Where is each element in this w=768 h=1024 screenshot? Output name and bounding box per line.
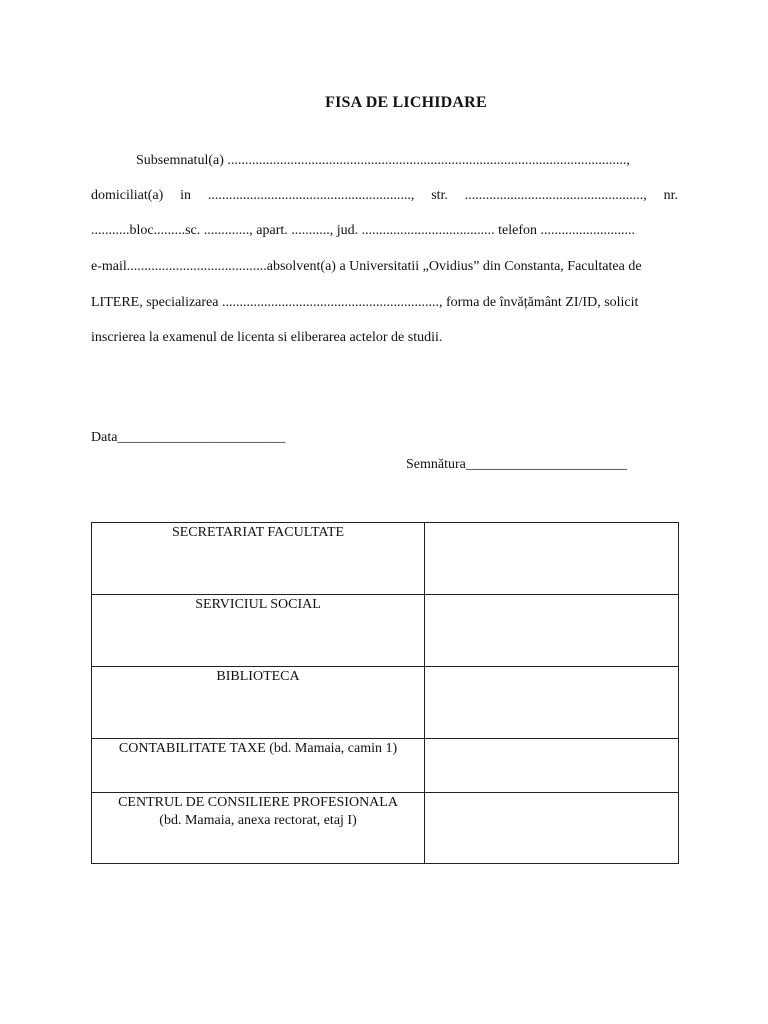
dept-cell — [92, 595, 425, 667]
body-line-address: ...........bloc.........sc. ............., apart. ..........., jud. ...................................... telefon ........................... — [91, 223, 636, 238]
dept-name: SECRETARIAT FACULTATE — [171, 525, 345, 540]
str-label: str. — [431, 188, 448, 203]
dept-signature-cell — [425, 667, 679, 739]
in-label: in — [180, 188, 192, 203]
body-line-email: e-mail........................................absolvent(a) a Universitatii „Ovidius” din Constanta, Facultatea de — [91, 259, 642, 274]
dept-name: BIBLIOTECA — [216, 669, 300, 684]
dept-cell — [92, 523, 425, 595]
dept-name: SERVICIUL SOCIAL — [195, 597, 321, 612]
dept-name: CONTABILITATE TAXE (bd. Mamaia, camin 1) — [118, 741, 398, 756]
domiciliu-dots: .........................................................., — [207, 188, 415, 203]
table-row — [92, 739, 679, 793]
dept-signature-cell — [425, 523, 679, 595]
dept-signature-cell — [425, 739, 679, 793]
dept-cell — [92, 667, 425, 739]
dept-signature-cell — [425, 595, 679, 667]
date-field: Data________________________ — [91, 430, 286, 445]
body-line-domiciliu — [91, 187, 678, 205]
body-line-request: inscrierea la examenul de licenta si eliberarea actelor de studii. — [91, 330, 443, 345]
signature-field: Semnătura_______________________ — [406, 457, 627, 472]
table-row — [92, 523, 679, 595]
body-line-subsemnatul: Subsemnatul(a) .................................................................................................................., — [136, 153, 630, 168]
table-row — [92, 793, 679, 864]
table-row — [92, 595, 679, 667]
clearance-table — [91, 522, 679, 864]
table-row — [92, 667, 679, 739]
nr-label: nr. — [663, 188, 678, 203]
dept-signature-cell — [425, 793, 679, 864]
dept-name: CENTRUL DE CONSILIERE PROFESIONALA — [118, 795, 398, 810]
dept-address: (bd. Mamaia, anexa rectorat, etaj I) — [159, 813, 357, 828]
dept-cell — [92, 739, 425, 793]
body-line-specializare: LITERE, specializarea .............................................................., forma de învățământ ZI/ID, solicit — [91, 295, 639, 310]
dept-cell — [92, 793, 425, 864]
domiciliat-label: domiciliat(a) — [91, 188, 164, 203]
str-dots: ..................................................., — [464, 188, 647, 203]
document-title: FISA DE LICHIDARE — [325, 94, 487, 111]
